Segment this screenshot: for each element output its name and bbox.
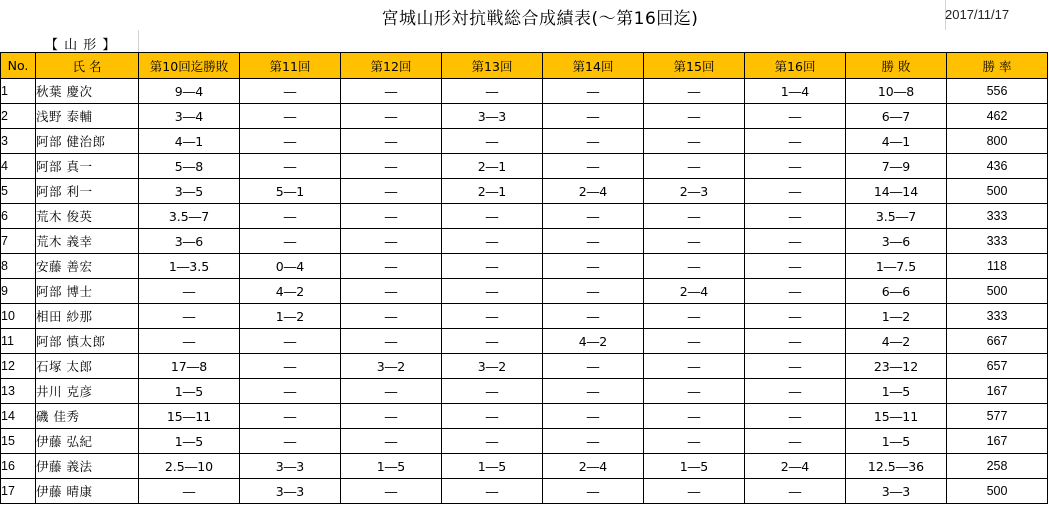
total-cell[interactable]: 1―2 (846, 304, 947, 329)
round14-cell[interactable]: ― (543, 229, 644, 254)
row-number-cell[interactable]: 10 (1, 304, 36, 329)
round10-cell[interactable]: ― (139, 479, 240, 504)
row-number-cell[interactable]: 6 (1, 204, 36, 229)
win-rate-cell[interactable]: 333 (947, 229, 1048, 254)
header-row (1, 53, 1048, 79)
total-cell[interactable]: 4―2 (846, 329, 947, 354)
row-number-cell[interactable]: 12 (1, 354, 36, 379)
round16-cell[interactable]: ― (745, 129, 846, 154)
round13-cell[interactable]: ― (442, 129, 543, 154)
round14-cell[interactable]: ― (543, 354, 644, 379)
name-cell[interactable]: 阿部 慎太郎 (36, 329, 139, 354)
round11-cell[interactable]: ― (240, 129, 341, 154)
total-cell[interactable]: 15―11 (846, 404, 947, 429)
round12-cell[interactable]: ― (341, 79, 442, 104)
win-rate-cell[interactable]: 333 (947, 304, 1048, 329)
round12-cell[interactable]: ― (341, 154, 442, 179)
round15-cell[interactable]: ― (644, 329, 745, 354)
round11-cell[interactable]: 3―3 (240, 479, 341, 504)
round11-cell[interactable]: ― (240, 79, 341, 104)
round10-cell[interactable]: 2.5―10 (139, 454, 240, 479)
total-cell[interactable]: 3―6 (846, 229, 947, 254)
round15-cell[interactable]: ― (644, 404, 745, 429)
table-row (1, 329, 1048, 354)
row-number-cell[interactable]: 17 (1, 479, 36, 504)
win-rate-cell[interactable]: 500 (947, 279, 1048, 304)
name-cell[interactable]: 阿部 利一 (36, 179, 139, 204)
round10-cell[interactable]: 17―8 (139, 354, 240, 379)
sheet-title[interactable]: 宮城山形対抗戦総合成績表(～第16回迄) (381, 9, 699, 29)
title-row (0, 0, 1049, 30)
round11-cell[interactable]: ― (240, 429, 341, 454)
round14-cell[interactable]: ― (543, 129, 644, 154)
table-row (1, 179, 1048, 204)
win-rate-cell[interactable]: 167 (947, 429, 1048, 454)
round10-cell[interactable]: ― (139, 279, 240, 304)
row-number-cell[interactable]: 7 (1, 229, 36, 254)
table-row (1, 204, 1048, 229)
table-row (1, 479, 1048, 504)
round16-cell[interactable]: ― (745, 179, 846, 204)
column-header[interactable]: 第16回 (745, 53, 846, 79)
name-cell[interactable]: 阿部 博士 (36, 279, 139, 304)
round15-cell[interactable]: 2―3 (644, 179, 745, 204)
round13-cell[interactable]: ― (442, 204, 543, 229)
round16-cell[interactable]: ― (745, 229, 846, 254)
round10-cell[interactable]: 4―1 (139, 129, 240, 154)
round16-cell[interactable]: ― (745, 354, 846, 379)
win-rate-cell[interactable]: 500 (947, 479, 1048, 504)
name-cell[interactable]: 伊藤 晴康 (36, 479, 139, 504)
round15-cell[interactable]: 2―4 (644, 279, 745, 304)
total-cell[interactable]: 6―7 (846, 104, 947, 129)
row-number-cell[interactable]: 16 (1, 454, 36, 479)
column-header[interactable]: 第10回迄勝敗 (139, 53, 240, 79)
round14-cell[interactable]: ― (543, 279, 644, 304)
round12-cell[interactable]: ― (341, 254, 442, 279)
round14-cell[interactable]: ― (543, 379, 644, 404)
table-row (1, 154, 1048, 179)
name-cell[interactable]: 秋葉 慶次 (36, 79, 139, 104)
round12-cell[interactable]: ― (341, 279, 442, 304)
win-rate-cell[interactable]: 657 (947, 354, 1048, 379)
total-cell[interactable]: 4―1 (846, 129, 947, 154)
column-header[interactable]: 勝 敗 (846, 53, 947, 79)
total-cell[interactable]: 1―5 (846, 429, 947, 454)
round12-cell[interactable]: ― (341, 329, 442, 354)
round11-cell[interactable]: ― (240, 204, 341, 229)
round16-cell[interactable]: 2―4 (745, 454, 846, 479)
round15-cell[interactable]: ― (644, 379, 745, 404)
round12-cell[interactable]: ― (341, 104, 442, 129)
date-cell[interactable]: 2017/11/17 (945, 7, 1010, 22)
round11-cell[interactable]: ― (240, 229, 341, 254)
name-cell[interactable]: 阿部 真一 (36, 154, 139, 179)
row-number-cell[interactable]: 1 (1, 79, 36, 104)
round15-cell[interactable]: ― (644, 79, 745, 104)
round13-cell[interactable]: ― (442, 429, 543, 454)
round14-cell[interactable]: ― (543, 79, 644, 104)
round14-cell[interactable]: ― (543, 479, 644, 504)
round15-cell[interactable]: 1―5 (644, 454, 745, 479)
region-row (0, 30, 1049, 52)
grid-line (138, 30, 139, 52)
round14-cell[interactable]: ― (543, 304, 644, 329)
round12-cell[interactable]: ― (341, 429, 442, 454)
round15-cell[interactable]: ― (644, 354, 745, 379)
total-cell[interactable]: 7―9 (846, 154, 947, 179)
column-header[interactable]: 第12回 (341, 53, 442, 79)
round12-cell[interactable]: ― (341, 204, 442, 229)
table-row (1, 404, 1048, 429)
round13-cell[interactable]: ― (442, 229, 543, 254)
round11-cell[interactable]: ― (240, 379, 341, 404)
round10-cell[interactable]: 1―5 (139, 379, 240, 404)
round13-cell[interactable]: ― (442, 279, 543, 304)
round11-cell[interactable]: 4―2 (240, 279, 341, 304)
win-rate-cell[interactable]: 462 (947, 104, 1048, 129)
total-cell[interactable]: 3―3 (846, 479, 947, 504)
round15-cell[interactable]: ― (644, 304, 745, 329)
round10-cell[interactable]: 3―6 (139, 229, 240, 254)
round16-cell[interactable]: ― (745, 154, 846, 179)
total-cell[interactable]: 23―12 (846, 354, 947, 379)
table-row (1, 304, 1048, 329)
round16-cell[interactable]: ― (745, 429, 846, 454)
round15-cell[interactable]: ― (644, 104, 745, 129)
column-header[interactable]: 第11回 (240, 53, 341, 79)
round16-cell[interactable]: ― (745, 404, 846, 429)
round14-cell[interactable]: 2―4 (543, 454, 644, 479)
round10-cell[interactable]: 9―4 (139, 79, 240, 104)
round13-cell[interactable]: 3―3 (442, 104, 543, 129)
round10-cell[interactable]: 3―5 (139, 179, 240, 204)
table-row (1, 379, 1048, 404)
round12-cell[interactable]: ― (341, 129, 442, 154)
name-cell[interactable]: 石塚 太郎 (36, 354, 139, 379)
row-number-cell[interactable]: 15 (1, 429, 36, 454)
table-body (1, 79, 1048, 504)
round14-cell[interactable]: 2―4 (543, 179, 644, 204)
column-header[interactable]: 勝 率 (947, 53, 1048, 79)
round16-cell[interactable]: 1―4 (745, 79, 846, 104)
round10-cell[interactable]: 3.5―7 (139, 204, 240, 229)
round13-cell[interactable]: 3―2 (442, 354, 543, 379)
round16-cell[interactable]: ― (745, 254, 846, 279)
round13-cell[interactable]: ― (442, 254, 543, 279)
round15-cell[interactable]: ― (644, 254, 745, 279)
round10-cell[interactable]: 3―4 (139, 104, 240, 129)
round13-cell[interactable]: 1―5 (442, 454, 543, 479)
round16-cell[interactable]: ― (745, 104, 846, 129)
round11-cell[interactable]: ― (240, 329, 341, 354)
round15-cell[interactable]: ― (644, 154, 745, 179)
round13-cell[interactable]: ― (442, 79, 543, 104)
win-rate-cell[interactable]: 118 (947, 254, 1048, 279)
table-row (1, 454, 1048, 479)
round16-cell[interactable]: ― (745, 479, 846, 504)
round13-cell[interactable]: 2―1 (442, 179, 543, 204)
round11-cell[interactable]: 3―3 (240, 454, 341, 479)
round10-cell[interactable]: ― (139, 329, 240, 354)
name-cell[interactable]: 浅野 泰輔 (36, 104, 139, 129)
win-rate-cell[interactable]: 167 (947, 379, 1048, 404)
row-number-cell[interactable]: 8 (1, 254, 36, 279)
round10-cell[interactable]: ― (139, 304, 240, 329)
round12-cell[interactable]: 1―5 (341, 454, 442, 479)
results-table (0, 52, 1048, 504)
round13-cell[interactable]: ― (442, 379, 543, 404)
round10-cell[interactable]: 15―11 (139, 404, 240, 429)
table-row (1, 429, 1048, 454)
round10-cell[interactable]: 5―8 (139, 154, 240, 179)
round14-cell[interactable]: ― (543, 154, 644, 179)
column-header[interactable]: 氏 名 (36, 53, 139, 79)
total-cell[interactable]: 10―8 (846, 79, 947, 104)
win-rate-cell[interactable]: 333 (947, 204, 1048, 229)
win-rate-cell[interactable]: 436 (947, 154, 1048, 179)
win-rate-cell[interactable]: 667 (947, 329, 1048, 354)
round13-cell[interactable]: ― (442, 304, 543, 329)
name-cell[interactable]: 安藤 善宏 (36, 254, 139, 279)
round10-cell[interactable]: 1―5 (139, 429, 240, 454)
name-cell[interactable]: 伊藤 義法 (36, 454, 139, 479)
column-header[interactable]: 第15回 (644, 53, 745, 79)
row-number-cell[interactable]: 2 (1, 104, 36, 129)
round12-cell[interactable]: ― (341, 379, 442, 404)
name-cell[interactable]: 磯 佳秀 (36, 404, 139, 429)
round12-cell[interactable]: ― (341, 479, 442, 504)
round11-cell[interactable]: ― (240, 404, 341, 429)
round15-cell[interactable]: ― (644, 229, 745, 254)
name-cell[interactable]: 荒木 義幸 (36, 229, 139, 254)
win-rate-cell[interactable]: 500 (947, 179, 1048, 204)
table-row (1, 354, 1048, 379)
total-cell[interactable]: 14―14 (846, 179, 947, 204)
column-header[interactable]: 第14回 (543, 53, 644, 79)
round15-cell[interactable]: ― (644, 429, 745, 454)
row-number-cell[interactable]: 4 (1, 154, 36, 179)
round11-cell[interactable]: 5―1 (240, 179, 341, 204)
name-cell[interactable]: 伊藤 弘紀 (36, 429, 139, 454)
round15-cell[interactable]: ― (644, 129, 745, 154)
round12-cell[interactable]: ― (341, 404, 442, 429)
column-header[interactable]: 第13回 (442, 53, 543, 79)
round13-cell[interactable]: ― (442, 479, 543, 504)
round16-cell[interactable]: ― (745, 204, 846, 229)
name-cell[interactable]: 相田 紗那 (36, 304, 139, 329)
row-number-cell[interactable]: 3 (1, 129, 36, 154)
row-number-cell[interactable]: 11 (1, 329, 36, 354)
win-rate-cell[interactable]: 800 (947, 129, 1048, 154)
total-cell[interactable]: 6―6 (846, 279, 947, 304)
round12-cell[interactable]: 3―2 (341, 354, 442, 379)
round14-cell[interactable]: 4―2 (543, 329, 644, 354)
round11-cell[interactable]: 0―4 (240, 254, 341, 279)
table-row (1, 229, 1048, 254)
win-rate-cell[interactable]: 556 (947, 79, 1048, 104)
round16-cell[interactable]: ― (745, 329, 846, 354)
round16-cell[interactable]: ― (745, 304, 846, 329)
region-label[interactable]: 【 山 形 】 (45, 38, 117, 53)
round13-cell[interactable]: ― (442, 329, 543, 354)
round11-cell[interactable]: ― (240, 354, 341, 379)
name-cell[interactable]: 阿部 健治郎 (36, 129, 139, 154)
round14-cell[interactable]: ― (543, 204, 644, 229)
name-cell[interactable]: 井川 克彦 (36, 379, 139, 404)
round14-cell[interactable]: ― (543, 254, 644, 279)
row-number-cell[interactable]: 13 (1, 379, 36, 404)
total-cell[interactable]: 12.5―36 (846, 454, 947, 479)
table-row (1, 104, 1048, 129)
round11-cell[interactable]: ― (240, 104, 341, 129)
total-cell[interactable]: 1―7.5 (846, 254, 947, 279)
row-number-cell[interactable]: 14 (1, 404, 36, 429)
win-rate-cell[interactable]: 258 (947, 454, 1048, 479)
column-header[interactable]: No. (1, 53, 36, 79)
round14-cell[interactable]: ― (543, 429, 644, 454)
round14-cell[interactable]: ― (543, 404, 644, 429)
round12-cell[interactable]: ― (341, 304, 442, 329)
win-rate-cell[interactable]: 577 (947, 404, 1048, 429)
round13-cell[interactable]: 2―1 (442, 154, 543, 179)
round16-cell[interactable]: ― (745, 279, 846, 304)
round11-cell[interactable]: 1―2 (240, 304, 341, 329)
total-cell[interactable]: 1―5 (846, 379, 947, 404)
table-row (1, 79, 1048, 104)
round11-cell[interactable]: ― (240, 154, 341, 179)
round15-cell[interactable]: ― (644, 479, 745, 504)
table-row (1, 279, 1048, 304)
round15-cell[interactable]: ― (644, 204, 745, 229)
round14-cell[interactable]: ― (543, 104, 644, 129)
table-row (1, 129, 1048, 154)
row-number-cell[interactable]: 5 (1, 179, 36, 204)
row-number-cell[interactable]: 9 (1, 279, 36, 304)
table-row (1, 254, 1048, 279)
round10-cell[interactable]: 1―3.5 (139, 254, 240, 279)
name-cell[interactable]: 荒木 俊英 (36, 204, 139, 229)
total-cell[interactable]: 3.5―7 (846, 204, 947, 229)
round13-cell[interactable]: ― (442, 404, 543, 429)
round12-cell[interactable]: ― (341, 179, 442, 204)
round12-cell[interactable]: ― (341, 229, 442, 254)
round16-cell[interactable]: ― (745, 379, 846, 404)
